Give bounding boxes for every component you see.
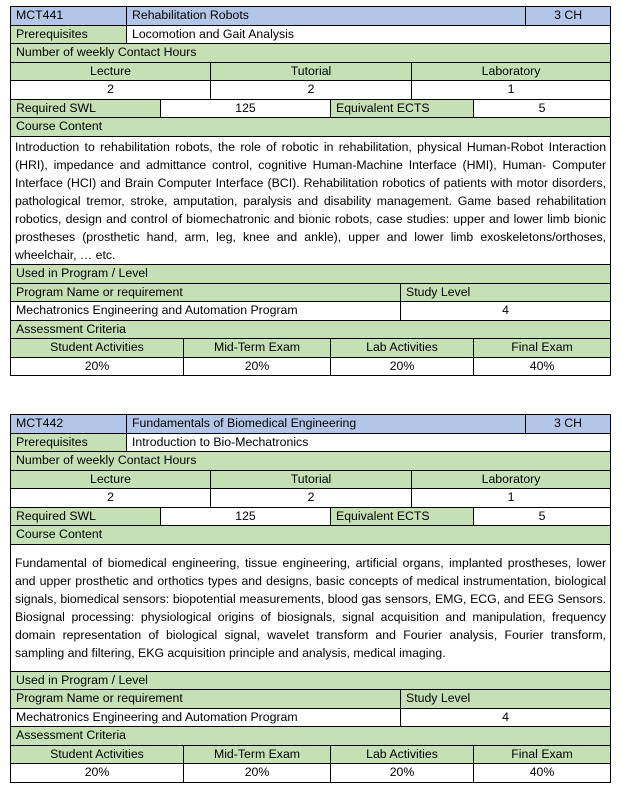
- lab-activities-weight: 20%: [331, 357, 474, 376]
- assessment-header-row: [11, 339, 611, 358]
- lecture-header: Lecture: [11, 470, 211, 489]
- content-label-row: [11, 526, 611, 545]
- assessment-values-row: [11, 764, 611, 783]
- prerequisites-label: Prerequisites: [11, 25, 127, 44]
- student-activities-weight: 20%: [11, 357, 184, 376]
- contact-hours-label: Number of weekly Contact Hours: [11, 452, 611, 471]
- laboratory-hours: 1: [412, 81, 611, 100]
- study-level: 4: [401, 708, 611, 727]
- program-name: Mechatronics Engineering and Automation Program: [11, 302, 401, 321]
- course-title: Fundamentals of Biomedical Engineering: [127, 415, 526, 434]
- program-value-row: [11, 708, 611, 727]
- lecture-hours: 2: [11, 489, 211, 508]
- final-exam-weight: 40%: [474, 764, 611, 783]
- program-name: Mechatronics Engineering and Automation Program: [11, 708, 401, 727]
- study-level-header: Study Level: [401, 283, 611, 302]
- contact-hours-values-row: [11, 489, 611, 508]
- study-level: 4: [401, 302, 611, 321]
- laboratory-header: Laboratory: [412, 62, 611, 81]
- laboratory-header: Laboratory: [412, 470, 611, 489]
- tutorial-header: Tutorial: [211, 470, 412, 489]
- prerequisites-value: Introduction to Bio-Mechatronics: [127, 433, 611, 452]
- final-exam-header: Final Exam: [474, 339, 611, 358]
- ects-value: 5: [474, 507, 611, 526]
- assessment-values-row: [11, 357, 611, 376]
- swl-row: [11, 507, 611, 526]
- lecture-hours: 2: [11, 81, 211, 100]
- credit-hours: 3 CH: [526, 415, 611, 434]
- prerequisites-row: [11, 25, 611, 44]
- student-activities-header: Student Activities: [11, 339, 184, 358]
- content-row: [11, 544, 611, 671]
- assessment-label-row: [11, 320, 611, 339]
- laboratory-hours: 1: [412, 489, 611, 508]
- lab-activities-weight: 20%: [331, 764, 474, 783]
- credit-hours: 3 CH: [526, 7, 611, 26]
- program-header-row: [11, 283, 611, 302]
- contact-hours-header-row: [11, 470, 611, 489]
- midterm-exam-header: Mid-Term Exam: [184, 745, 331, 764]
- ects-label: Equivalent ECTS: [331, 99, 474, 118]
- program-header-row: [11, 690, 611, 709]
- assessment-header-row: [11, 745, 611, 764]
- prerequisites-label: Prerequisites: [11, 433, 127, 452]
- tutorial-header: Tutorial: [211, 62, 412, 81]
- contact-hours-values-row: [11, 81, 611, 100]
- course-content-label: Course Content: [11, 526, 611, 545]
- program-name-header: Program Name or requirement: [11, 690, 401, 709]
- final-exam-header: Final Exam: [474, 745, 611, 764]
- course-content-text: Fundamental of biomedical engineering, tissue engineering, artificial organs, implanted prostheses, lower and upper prosthetic and orthotics types and designs, basic concepts of medical instrumentation, biological signals, biomedical sensors: biopotential measurements, blood gas sensors, EMG, ECG, and EEG Sensors. Biosignal processing: physiological origins of biosignals, signal acquisition and manipulation, frequency domain representation of biological signal, wavelet transform and Fourier analysis, Fourier transform, sampling and filtering, EKG acquisition principle and analysis, medical imaging.: [11, 544, 611, 671]
- student-activities-header: Student Activities: [11, 745, 184, 764]
- lecture-header: Lecture: [11, 62, 211, 81]
- course-header-row: [11, 415, 611, 434]
- ects-label: Equivalent ECTS: [331, 507, 474, 526]
- course-code: MCT441: [11, 7, 127, 26]
- assessment-criteria-label: Assessment Criteria: [11, 320, 611, 339]
- program-value-row: [11, 302, 611, 321]
- contact-hours-label: Number of weekly Contact Hours: [11, 44, 611, 63]
- swl-label: Required SWL: [11, 507, 161, 526]
- course-table-mct442: [10, 414, 611, 783]
- contact-hours-label-row: [11, 44, 611, 63]
- swl-value: 125: [161, 99, 331, 118]
- tutorial-hours: 2: [211, 489, 412, 508]
- final-exam-weight: 40%: [474, 357, 611, 376]
- midterm-exam-weight: 20%: [184, 357, 331, 376]
- course-content-label: Course Content: [11, 118, 611, 137]
- program-label-row: [11, 671, 611, 690]
- tutorial-hours: 2: [211, 81, 412, 100]
- swl-row: [11, 99, 611, 118]
- used-in-program-label: Used in Program / Level: [11, 265, 611, 284]
- contact-hours-header-row: [11, 62, 611, 81]
- content-row: [11, 136, 611, 265]
- study-level-header: Study Level: [401, 690, 611, 709]
- program-name-header: Program Name or requirement: [11, 283, 401, 302]
- midterm-exam-header: Mid-Term Exam: [184, 339, 331, 358]
- course-header-row: [11, 7, 611, 26]
- course-title: Rehabilitation Robots: [127, 7, 526, 26]
- course-table-mct441: [10, 6, 611, 376]
- course-code: MCT442: [11, 415, 127, 434]
- program-label-row: [11, 265, 611, 284]
- ects-value: 5: [474, 99, 611, 118]
- course-content-text: Introduction to rehabilitation robots, the role of robotic in rehabilitation, physical Human-Robot Interaction (HRI), impedance and admittance control, cognitive Human-Machine Interface (HMI), Human- Computer Interface (HCI) and Brain Computer Interface (BCI). Rehabilitation robotics of patients with motor disorders, pathological tremor, stroke, amputation, paralysis and disability management. Game based rehabilitation robotics, design and control of biomechatronic and bionic robots, case studies: upper and lower limb bionic prostheses (prosthetic hand, arm, leg, knee and ankle), upper and lower limb exoskeletons/orthoses, wheelchair, … etc.: [11, 136, 611, 265]
- lab-activities-header: Lab Activities: [331, 745, 474, 764]
- assessment-label-row: [11, 727, 611, 746]
- lab-activities-header: Lab Activities: [331, 339, 474, 358]
- swl-value: 125: [161, 507, 331, 526]
- contact-hours-label-row: [11, 452, 611, 471]
- prerequisites-row: [11, 433, 611, 452]
- swl-label: Required SWL: [11, 99, 161, 118]
- prerequisites-value: Locomotion and Gait Analysis: [127, 25, 611, 44]
- student-activities-weight: 20%: [11, 764, 184, 783]
- content-label-row: [11, 118, 611, 137]
- used-in-program-label: Used in Program / Level: [11, 671, 611, 690]
- assessment-criteria-label: Assessment Criteria: [11, 727, 611, 746]
- midterm-exam-weight: 20%: [184, 764, 331, 783]
